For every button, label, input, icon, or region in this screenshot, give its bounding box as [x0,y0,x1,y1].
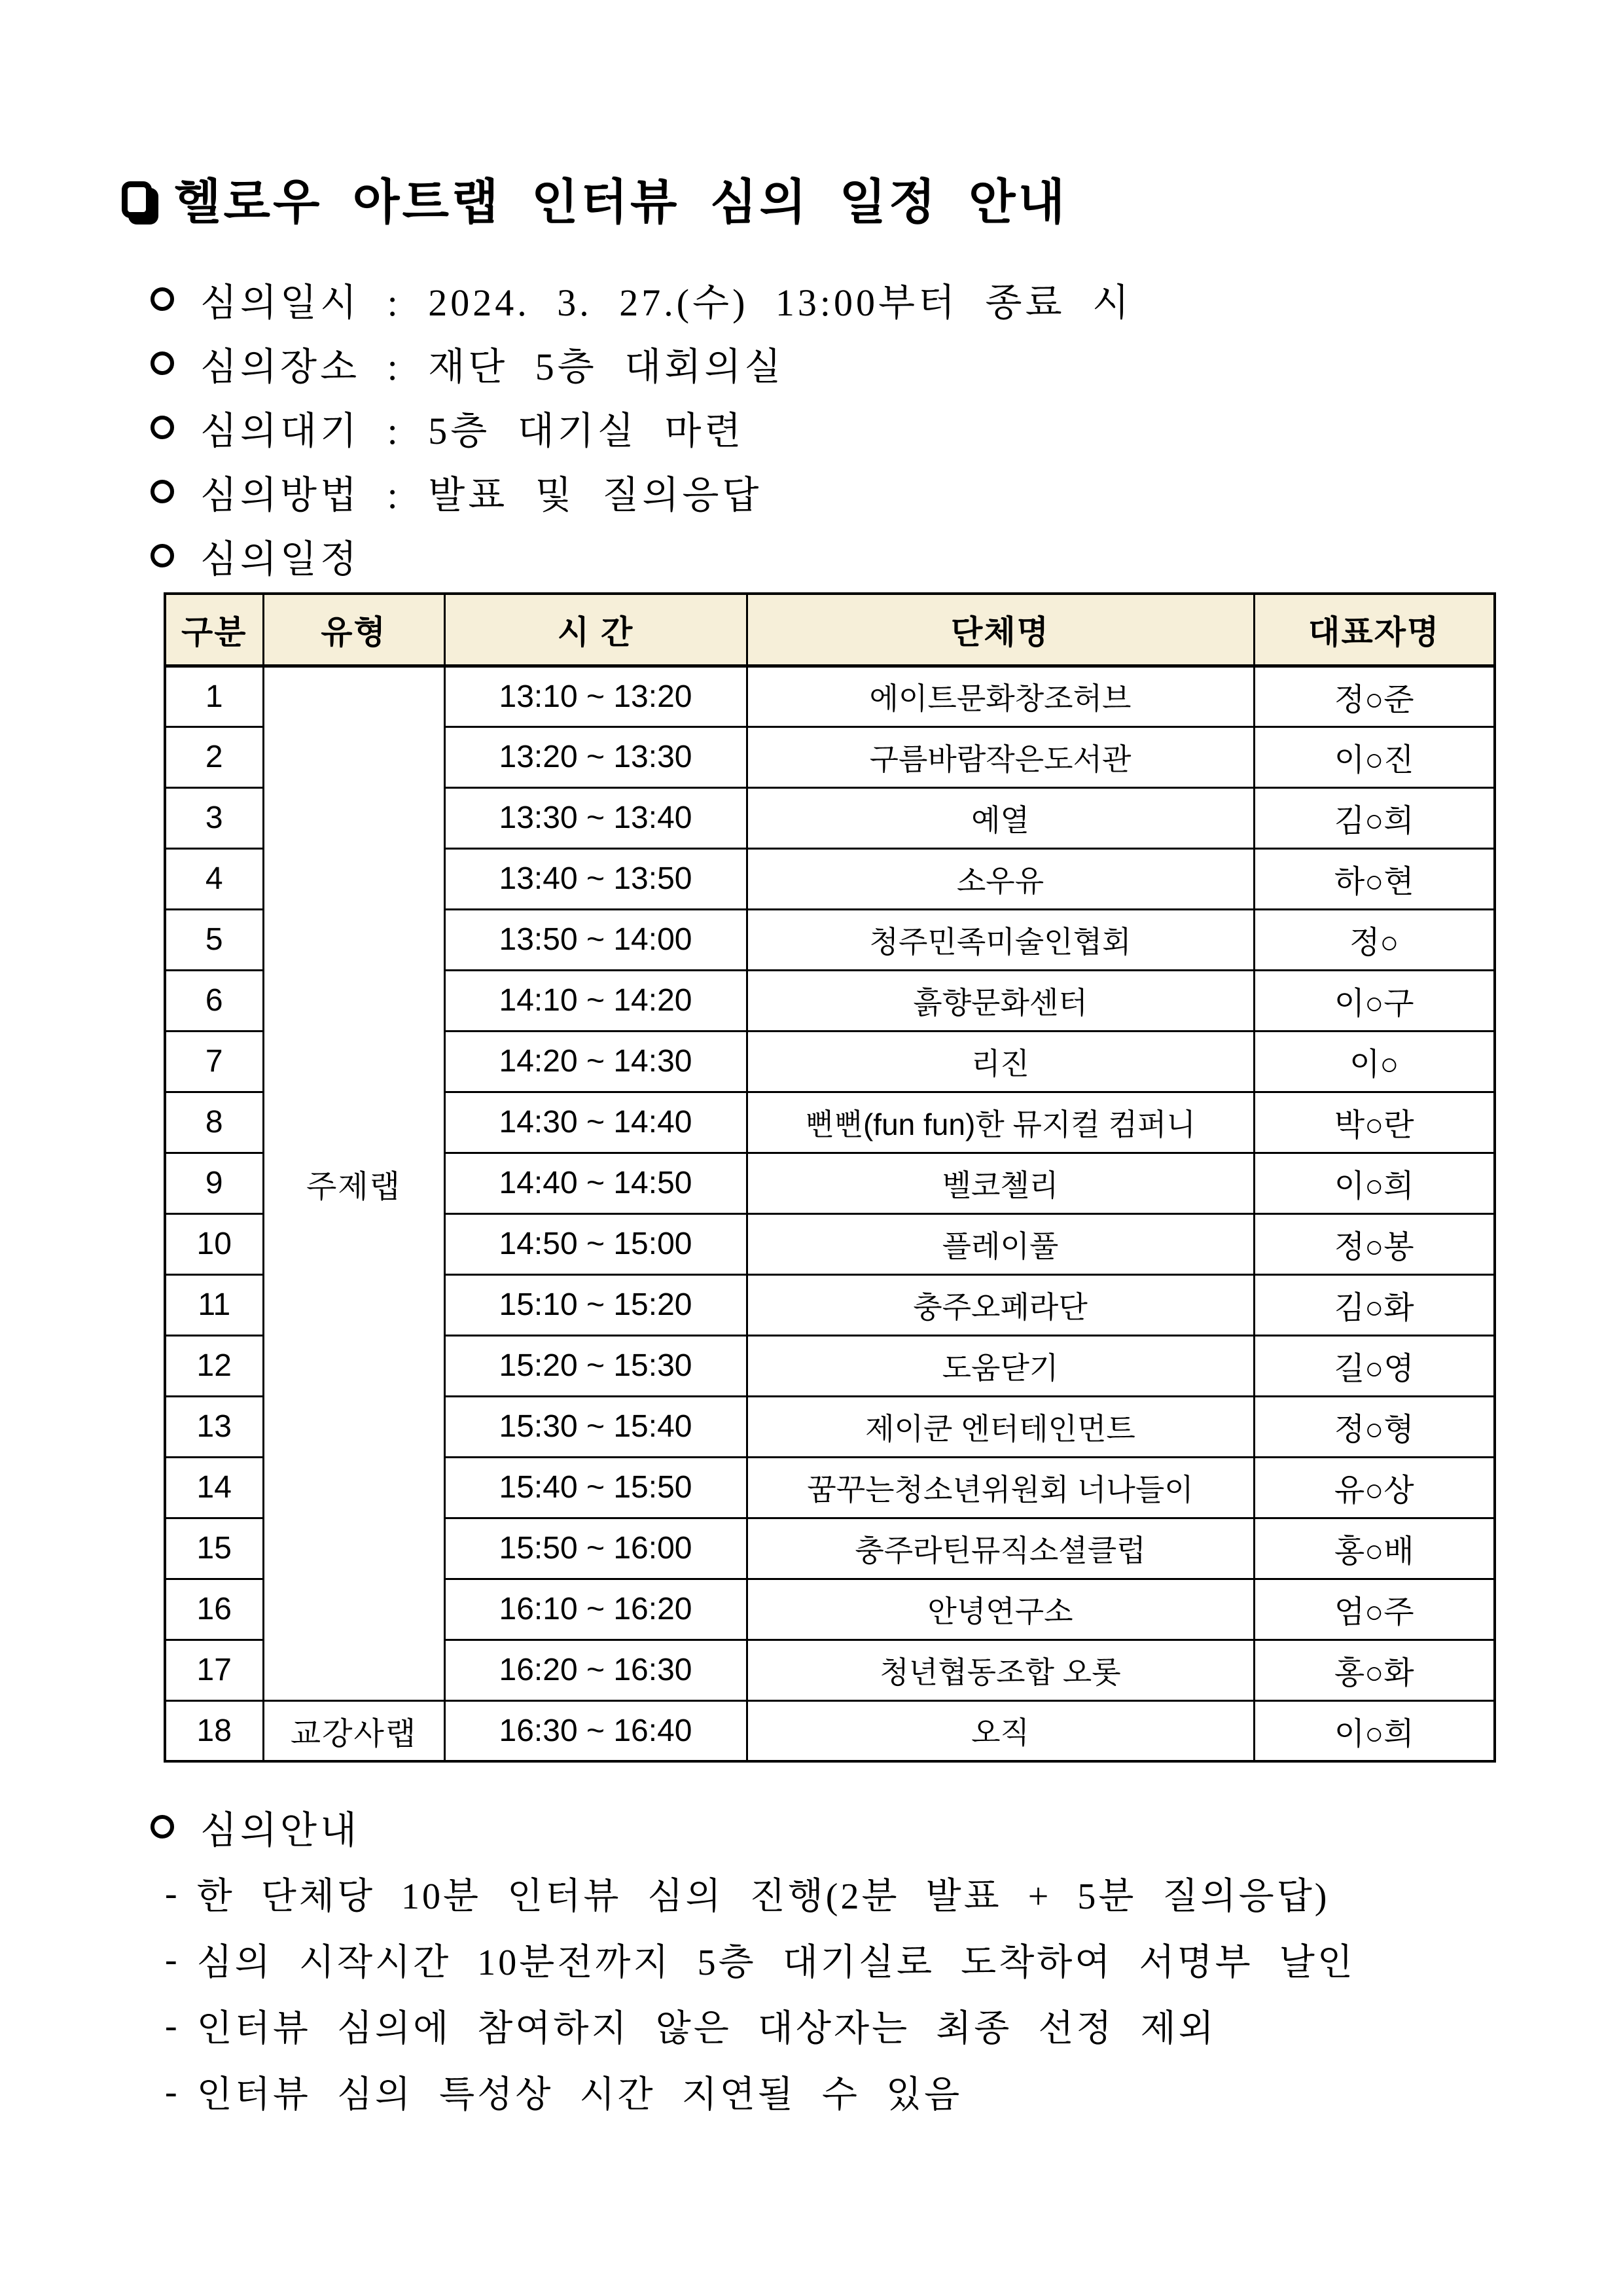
cell-org: 도움닫기 [747,1335,1254,1396]
cell-time: 13:20 ~ 13:30 [444,726,747,787]
note-item-text: 심의 시작시간 10분전까지 5층 대기실로 도착하여 서명부 날인 [196,1942,1355,1983]
cell-time: 13:30 ~ 13:40 [444,787,747,848]
note-item-3 [151,1992,1512,2058]
info-item-심의일정 [151,524,1132,588]
cell-org: 예열 [747,787,1254,848]
cell-org: 청주민족미술인협회 [747,909,1254,970]
cell-rep: 하○현 [1254,848,1495,909]
dash-bullet: - [165,2071,180,2112]
note-item-text: 한 단체당 10분 인터뷰 심의 진행(2분 발표 + 5분 질의응답) [196,1876,1330,1917]
note-item-4 [151,2058,1512,2125]
cell-no: 4 [165,848,263,909]
cell-no: 5 [165,909,263,970]
cell-time: 15:20 ~ 15:30 [444,1335,747,1396]
column-header-4: 단체명 [747,594,1254,666]
cell-rep: 이○희 [1254,1700,1495,1761]
cell-org: 구름바람작은도서관 [747,726,1254,787]
cell-no: 13 [165,1396,263,1457]
cell-rep: 정○ [1254,909,1495,970]
cell-no: 2 [165,726,263,787]
cell-no: 11 [165,1274,263,1335]
cell-time: 13:10 ~ 13:20 [444,666,747,726]
circle-bullet-icon [151,544,174,567]
cell-time: 14:30 ~ 14:40 [444,1092,747,1153]
cell-org: 꿈꾸는청소년위원회 너나들이 [747,1457,1254,1518]
cell-rep: 홍○화 [1254,1640,1495,1700]
cell-org: 흙향문화센터 [747,970,1254,1031]
info-item-text: 심의일정 [200,538,361,581]
cell-time: 15:40 ~ 15:50 [444,1457,747,1518]
notes-heading-row [151,1799,1512,1855]
cell-time: 15:30 ~ 15:40 [444,1396,747,1457]
cell-rep: 박○란 [1254,1092,1495,1153]
cell-rep: 이○구 [1254,970,1495,1031]
cell-no: 15 [165,1518,263,1579]
cell-time: 16:10 ~ 16:20 [444,1579,747,1640]
cell-org: 벨코첼리 [747,1153,1254,1213]
cell-time: 14:10 ~ 14:20 [444,970,747,1031]
table-row-18 [165,1700,1495,1761]
cell-no: 16 [165,1579,263,1640]
cell-org: 에이트문화창조허브 [747,666,1254,726]
cell-rep: 김○화 [1254,1274,1495,1335]
dash-bullet: - [165,1939,180,1980]
square-bullet-icon [122,181,152,218]
cell-type: 교강사랩 [263,1700,444,1761]
cell-org: 리진 [747,1031,1254,1092]
cell-rep: 정○준 [1254,666,1495,726]
cell-rep: 이○ [1254,1031,1495,1092]
cell-org: 플레이풀 [747,1213,1254,1274]
cell-no: 3 [165,787,263,848]
cell-no: 7 [165,1031,263,1092]
info-item-심의일시 [151,267,1132,331]
column-header-3: 시 간 [444,594,747,666]
cell-rep: 정○봉 [1254,1213,1495,1274]
cell-rep: 유○상 [1254,1457,1495,1518]
cell-time: 15:50 ~ 16:00 [444,1518,747,1579]
cell-type-merged: 주제랩 [263,666,444,1700]
notes-heading-label: 심의안내 [200,1809,361,1852]
cell-time: 13:50 ~ 14:00 [444,909,747,970]
cell-time: 16:20 ~ 16:30 [444,1640,747,1700]
cell-org: 안녕연구소 [747,1579,1254,1640]
circle-bullet-icon [151,1815,174,1839]
info-list [151,267,1132,588]
info-item-text: 심의일시 : 2024. 3. 27.(수) 13:00부터 종료 시 [200,281,1133,324]
cell-rep: 이○희 [1254,1153,1495,1213]
document-title-row [122,175,1068,229]
cell-rep: 정○형 [1254,1396,1495,1457]
cell-org: 소우유 [747,848,1254,909]
cell-rep: 홍○배 [1254,1518,1495,1579]
info-item-심의방법 [151,459,1132,524]
cell-no: 17 [165,1640,263,1700]
circle-bullet-icon [151,480,174,503]
cell-org: 충주오페라단 [747,1274,1254,1335]
cell-no: 8 [165,1092,263,1153]
cell-no: 1 [165,666,263,726]
dash-bullet: - [165,1873,180,1914]
cell-rep: 김○희 [1254,787,1495,848]
circle-bullet-icon [151,287,174,311]
note-item-text: 인터뷰 심의에 참여하지 않은 대상자는 최종 선정 제외 [196,2008,1217,2049]
cell-org: 청년협동조합 오롯 [747,1640,1254,1700]
cell-time: 15:10 ~ 15:20 [444,1274,747,1335]
cell-time: 13:40 ~ 13:50 [444,848,747,909]
notes-section [151,1799,1512,2125]
cell-no: 9 [165,1153,263,1213]
cell-time: 14:20 ~ 14:30 [444,1031,747,1092]
column-header-5: 대표자명 [1254,594,1495,666]
cell-no: 14 [165,1457,263,1518]
info-item-심의대기 [151,395,1132,459]
cell-time: 14:50 ~ 15:00 [444,1213,747,1274]
info-item-text: 심의장소 : 재단 5층 대회의실 [200,346,785,388]
notes-list [151,1860,1512,2125]
cell-no: 6 [165,970,263,1031]
cell-time: 14:40 ~ 14:50 [444,1153,747,1213]
cell-org: 뻔뻔(fun fun)한 뮤지컬 컴퍼니 [747,1092,1254,1153]
page-title: 헬로우 아트랩 인터뷰 심의 일정 안내 [174,175,1068,229]
note-item-text: 인터뷰 심의 특성상 시간 지연될 수 있음 [196,2074,963,2115]
circle-bullet-icon [151,416,174,439]
cell-org: 오직 [747,1700,1254,1761]
cell-org: 충주라틴뮤직소셜클럽 [747,1518,1254,1579]
info-item-심의장소 [151,331,1132,395]
dash-bullet: - [165,2005,180,2046]
note-item-2 [151,1926,1512,1992]
table-header-row [165,594,1495,666]
column-header-2: 유형 [263,594,444,666]
circle-bullet-icon [151,351,174,375]
info-item-text: 심의대기 : 5층 대기실 마련 [200,410,745,452]
column-header-1: 구분 [165,594,263,666]
cell-rep: 이○진 [1254,726,1495,787]
cell-no: 12 [165,1335,263,1396]
info-item-text: 심의방법 : 발표 및 질의응답 [200,474,762,516]
cell-no: 10 [165,1213,263,1274]
cell-rep: 길○영 [1254,1335,1495,1396]
table-row-1 [165,666,1495,726]
cell-rep: 엄○주 [1254,1579,1495,1640]
cell-time: 16:30 ~ 16:40 [444,1700,747,1761]
cell-org: 제이쿤 엔터테인먼트 [747,1396,1254,1457]
note-item-1 [151,1860,1512,1926]
schedule-table [164,592,1496,1763]
cell-no: 18 [165,1700,263,1761]
